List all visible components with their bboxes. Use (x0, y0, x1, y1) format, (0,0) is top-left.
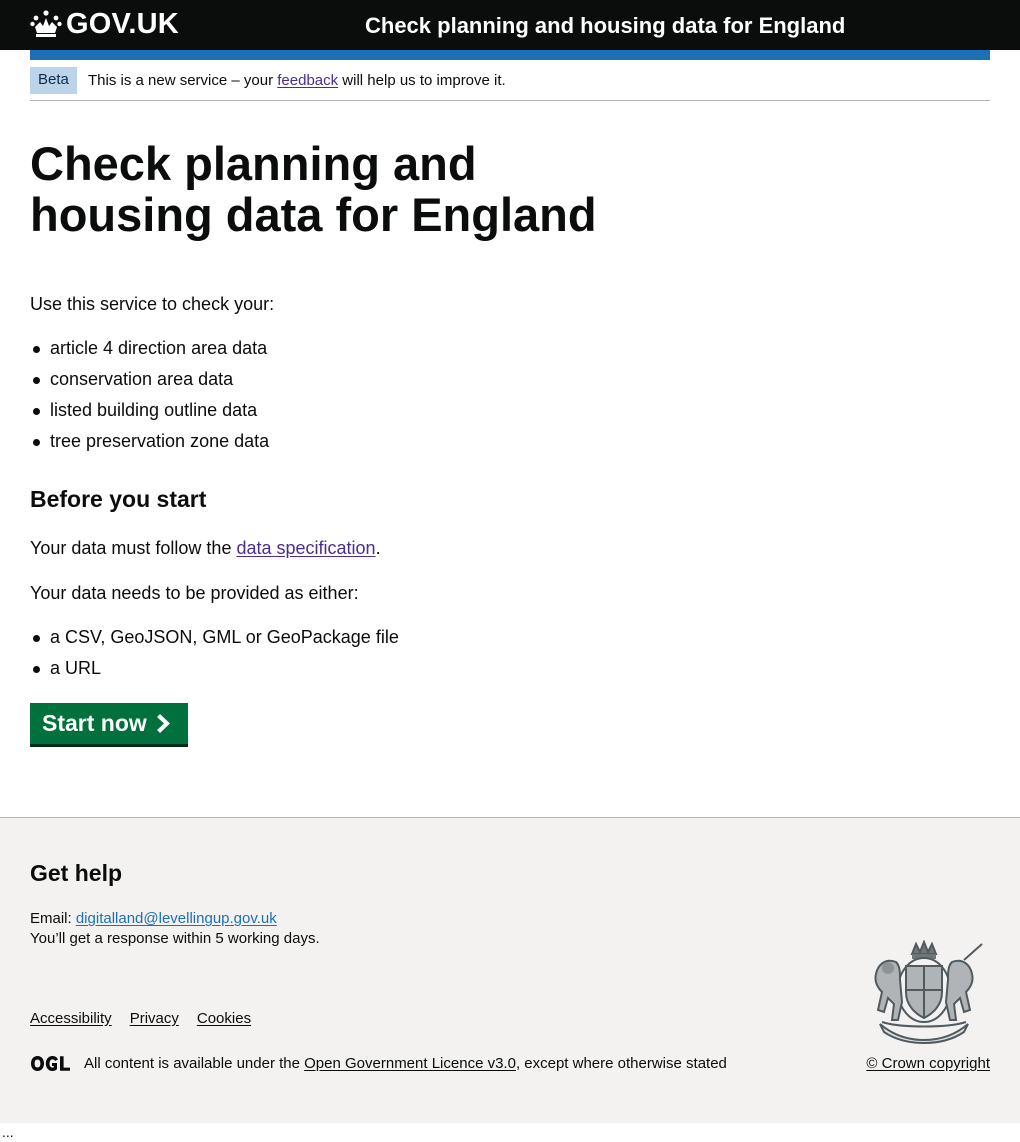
ogl-logo-icon (30, 1055, 71, 1072)
list-item: article 4 direction area data (30, 336, 269, 367)
start-now-button[interactable] (30, 703, 188, 744)
start-now-label: Start now (42, 710, 147, 736)
list-item: a CSV, GeoJSON, GML or GeoPackage file (30, 625, 399, 656)
email-label: Email: (30, 910, 76, 927)
formats-intro: Your data needs to be provided as either: (30, 583, 359, 603)
accessibility-link[interactable]: Accessibility (30, 1010, 112, 1027)
phase-text-before: This is a new service – your (88, 72, 278, 89)
spec-paragraph (30, 536, 381, 561)
beta-tag: Beta (30, 67, 77, 94)
before-you-start-heading: Before you start (30, 486, 207, 512)
service-name-link[interactable]: Check planning and housing data for England (365, 13, 846, 38)
licence-text-after: , except where otherwise stated (515, 1055, 727, 1072)
list-item: tree preservation zone data (30, 429, 269, 460)
crown-copyright-link[interactable]: © Crown copyright (866, 1055, 990, 1072)
spec-text-before: Your data must follow the (30, 538, 237, 558)
licence-text-before: All content is available under the (84, 1055, 305, 1072)
data-specification-link[interactable]: data specification (236, 538, 376, 558)
page-title: Check planning and housing data for England (30, 137, 597, 241)
ogl-licence-link[interactable]: Open Government Licence v3.0 (304, 1055, 516, 1072)
list-item: listed building outline data (30, 398, 269, 429)
crown-copyright (866, 1054, 990, 1074)
format-list (30, 625, 399, 687)
licence-text (84, 1054, 727, 1074)
govuk-logo-text: GOV.UK (66, 8, 179, 40)
list-item: conservation area data (30, 367, 269, 398)
site-header (0, 0, 1020, 50)
feedback-link[interactable]: feedback (277, 72, 339, 89)
get-help-heading: Get help (30, 860, 123, 886)
phase-banner (30, 66, 990, 101)
phase-text-after: will help us to improve it. (338, 72, 506, 89)
main-content (30, 137, 730, 736)
cookies-link[interactable]: Cookies (196, 1010, 252, 1027)
phase-banner-text (88, 71, 506, 91)
list-item: a URL (30, 656, 399, 687)
royal-coat-of-arms-icon (860, 940, 988, 1044)
trailing-ellipsis: ... (2, 1124, 14, 1140)
dataset-list (30, 336, 269, 460)
intro-text: Use this service to check your: (30, 294, 275, 314)
crown-icon (30, 9, 62, 39)
response-time-text: You’ll get a response within 5 working days. (30, 930, 320, 947)
privacy-link[interactable]: Privacy (129, 1010, 179, 1027)
footer-links (30, 1009, 251, 1029)
site-footer (0, 817, 1020, 1123)
header-accent-bar (30, 50, 990, 60)
footer-email (30, 909, 277, 929)
email-link[interactable]: digitalland@levellingup.gov.uk (75, 910, 277, 927)
spec-text-after: . (375, 538, 381, 558)
chevron-right-icon (157, 714, 174, 733)
govuk-logo-link[interactable] (30, 6, 179, 42)
